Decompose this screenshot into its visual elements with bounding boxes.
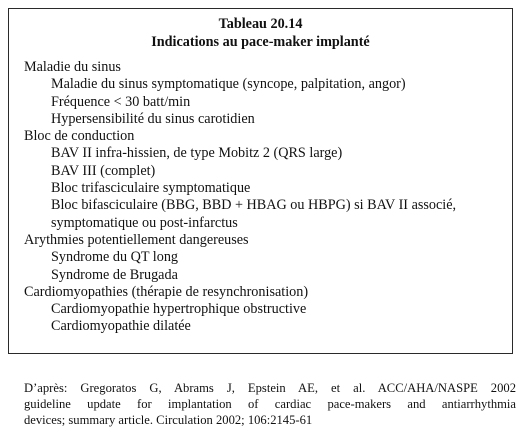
section-heading-conduction: Bloc de conduction — [24, 128, 135, 145]
list-item: Syndrome de Brugada — [51, 266, 178, 283]
table-subtitle: Indications au pace-maker implanté — [151, 34, 370, 50]
section-heading-cardiomyopathies: Cardiomyopathies (thérapie de resynchronisation) — [24, 283, 309, 300]
list-item: Maladie du sinus symptomatique (syncope, palpitation, angor) — [51, 76, 406, 93]
list-item: BAV III (complet) — [51, 162, 156, 179]
citation-line: D’après: Gregoratos G, Abrams J, Epstein AE, et al. ACC/AHA/NASPE 2002 — [24, 381, 516, 395]
citation-line: guideline update for implantation of cardiac pace-makers and antiarrhythmia — [24, 397, 516, 411]
list-item-continuation: symptomatique ou post-infarctus — [51, 214, 238, 231]
section-heading-sinus: Maladie du sinus — [24, 59, 121, 75]
table-title: Tableau 20.14 — [218, 16, 303, 32]
list-item: Cardiomyopathie dilatée — [51, 318, 191, 335]
list-item: Cardiomyopathie hypertrophique obstructive — [51, 301, 307, 318]
list-item: Fréquence < 30 batt/min — [51, 93, 191, 110]
section-heading-arrhythmias: Arythmies potentiellement dangereuses — [24, 231, 249, 248]
list-item: Syndrome du QT long — [51, 249, 179, 266]
list-item: Hypersensibilité du sinus carotidien — [51, 110, 255, 127]
list-item: Bloc bifasciculaire (BBG, BBD + HBAG ou HBPG) si BAV II associé, — [51, 197, 457, 214]
source-citation — [24, 380, 516, 428]
table-caption — [9, 15, 512, 51]
list-item: Bloc trifasciculaire symptomatique — [51, 180, 251, 197]
citation-line: devices; summary article. Circulation 2002; 106:2145-61 — [24, 413, 313, 427]
list-item: BAV II infra-hissien, de type Mobitz 2 (QRS large) — [51, 145, 343, 162]
indications-list — [24, 59, 509, 336]
